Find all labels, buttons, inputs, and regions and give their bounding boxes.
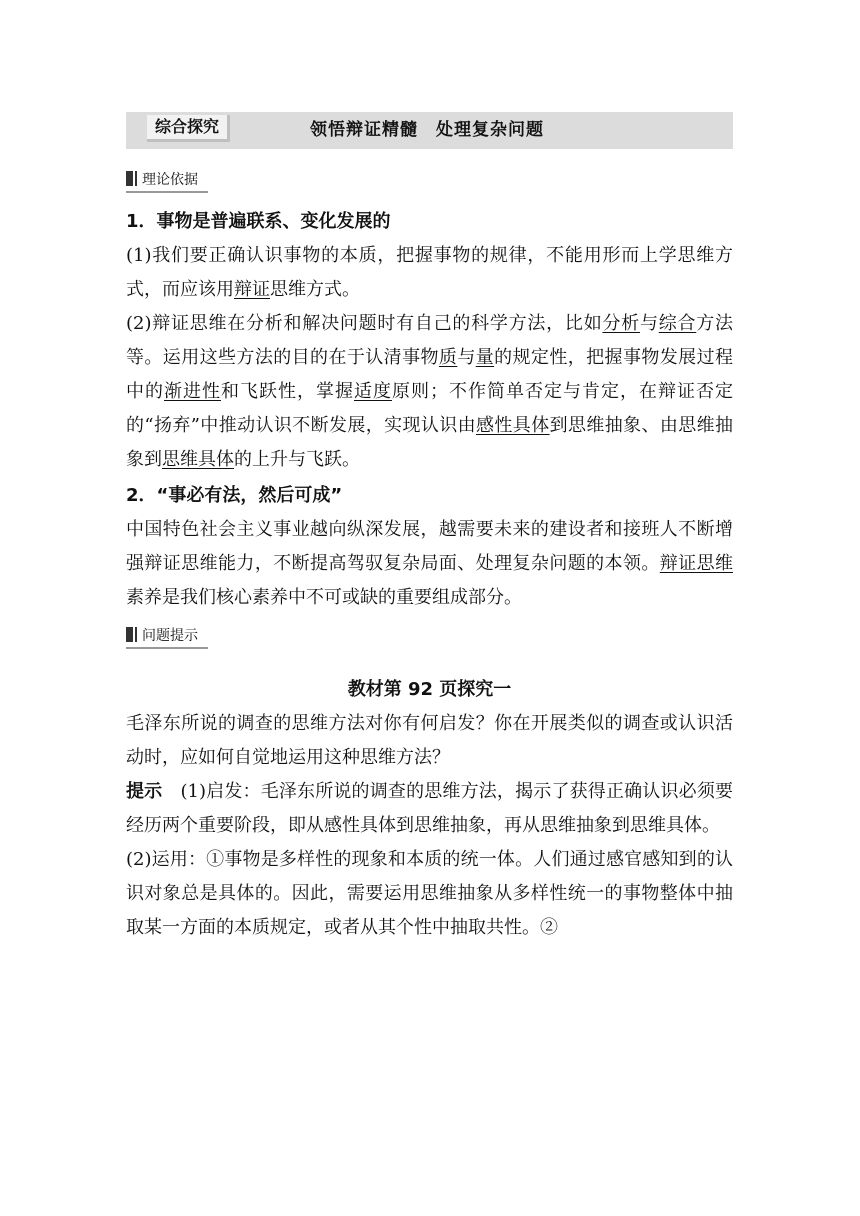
- hints-title: 教材第 92 页探究一: [347, 679, 512, 700]
- theory-heading-1: 1．事物是普遍联系、变化发展的: [126, 211, 391, 232]
- hints-answer-1: 提示 (1)启发：毛泽东所说的调查的思维方法，揭示了获得正确认识必须要经历两个重要阶段，即从感性具体到思维抽象，再从思维抽象到思维具体。: [126, 781, 733, 836]
- content: [126, 112, 733, 945]
- hints-question: 毛泽东所说的调查的思维方法对你有何启发？你在开展类似的调查或认识活动时，应如何自觉地运用这种思维方法？: [126, 713, 733, 768]
- banner-tag: 综合探究: [147, 115, 230, 142]
- section-banner: [126, 112, 733, 149]
- theory-label: 理论依据: [126, 169, 208, 193]
- label-bar-icon: [126, 627, 133, 642]
- theory-paragraph-2: (2)辩证思维在分析和解决问题时有自己的科学方法，比如分析与综合方法等。运用这些方法的目的在于认清事物质与量的规定性，把握事物发展过程中的渐进性和飞跃性，掌握适度原则；不作简单否定与肯定，在辩证否定的“扬弃”中推动认识不断发展，实现认识由感性具体到思维抽象、由思维抽象到思维具体的上升与飞跃。: [126, 313, 734, 470]
- banner-slogan: 领悟辩证精髓 处理复杂问题: [310, 120, 544, 140]
- theory-paragraph-3: 中国特色社会主义事业越向纵深发展，越需要未来的建设者和接班人不断增强辩证思维能力，不断提高驾驭复杂局面、处理复杂问题的本领。辩证思维素养是我们核心素养中不可或缺的重要组成部分。: [126, 519, 733, 608]
- answer-label: 提示: [126, 781, 163, 802]
- label-bar-icon: [126, 171, 133, 186]
- hints-answer-2: (2)运用：①事物是多样性的现象和本质的统一体。人们通过感官感知到的认识对象总是具体的。因此，需要运用思维抽象从多样性统一的事物整体中抽取某一方面的本质规定，或者从其个性中抽取共性。②: [126, 849, 733, 938]
- theory-paragraph-1: (1)我们要正确认识事物的本质，把握事物的规律，不能用形而上学思维方式，而应该用辩证思维方式。: [126, 245, 733, 300]
- hints-label: 问题提示: [126, 625, 208, 649]
- theory-heading-2: 2．“事必有法，然后可成”: [126, 485, 343, 506]
